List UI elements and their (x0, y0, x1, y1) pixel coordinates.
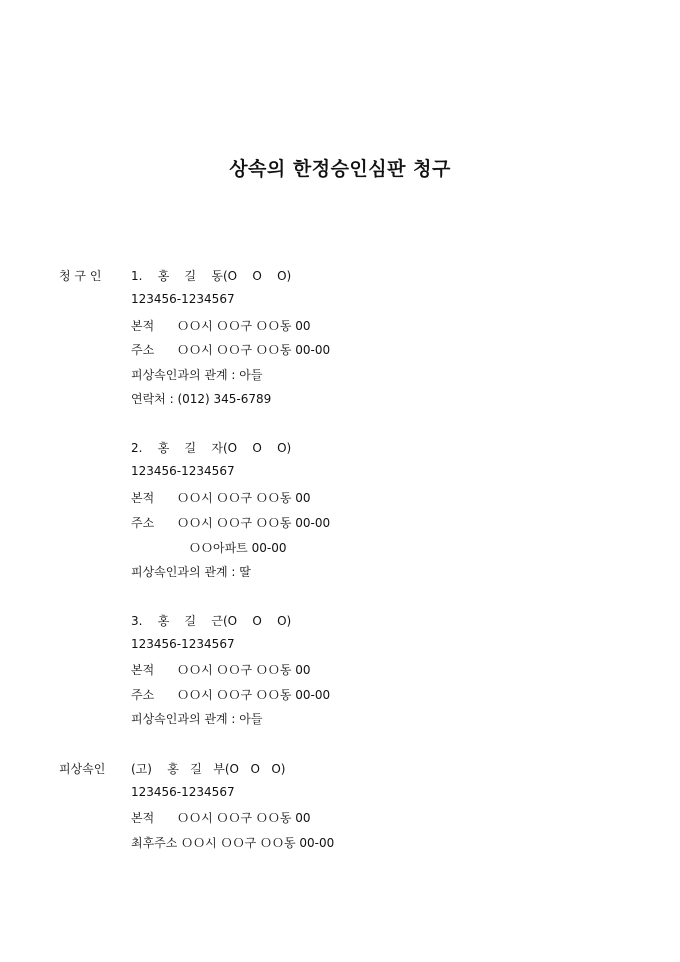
claimant-3-relation: 피상속인과의 관계 : 아들 (131, 712, 263, 726)
claimant-1-name: 1. 홍 길 동(O O O) (131, 269, 292, 283)
claimant-1-domicile: 본적 ＯＯ시 ＯＯ구 ＯＯ동 00 (131, 319, 311, 333)
decedent-id-number: 123456-1234567 (131, 785, 235, 799)
document-title: 상속의 한정승인심판 청구 (229, 158, 451, 180)
claimant-2-domicile: 본적 ＯＯ시 ＯＯ구 ＯＯ동 00 (131, 491, 311, 505)
claimant-3-address: 주소 ＯＯ시 ＯＯ구 ＯＯ동 00-00 (131, 688, 331, 702)
claimant-3-name: 3. 홍 길 근(O O O) (131, 614, 292, 628)
claimant-label: 청 구 인 (59, 269, 102, 283)
claimant-2-address: 주소 ＯＯ시 ＯＯ구 ＯＯ동 00-00 (131, 516, 331, 530)
claimant-3-domicile: 본적 ＯＯ시 ＯＯ구 ＯＯ동 00 (131, 663, 311, 677)
claimant-1-contact: 연락처 : (012) 345-6789 (131, 392, 272, 406)
claimant-2-name: 2. 홍 길 자(O O O) (131, 441, 292, 455)
claimant-1-relation: 피상속인과의 관계 : 아들 (131, 368, 263, 382)
decedent-last-address: 최후주소 ＯＯ시 ＯＯ구 ＯＯ동 00-00 (131, 836, 335, 850)
decedent-name: (고) 홍 길 부(O O O) (131, 762, 286, 776)
claimant-2-address-line-2: ＯＯ아파트 00-00 (189, 541, 287, 555)
decedent-domicile: 본적 ＯＯ시 ＯＯ구 ＯＯ동 00 (131, 811, 311, 825)
claimant-2-id-number: 123456-1234567 (131, 464, 235, 478)
claimant-3-id-number: 123456-1234567 (131, 637, 235, 651)
claimant-1-address: 주소 ＯＯ시 ＯＯ구 ＯＯ동 00-00 (131, 343, 331, 357)
decedent-label: 피상속인 (59, 762, 106, 776)
claimant-1-id-number: 123456-1234567 (131, 292, 235, 306)
claimant-2-relation: 피상속인과의 관계 : 딸 (131, 565, 251, 579)
